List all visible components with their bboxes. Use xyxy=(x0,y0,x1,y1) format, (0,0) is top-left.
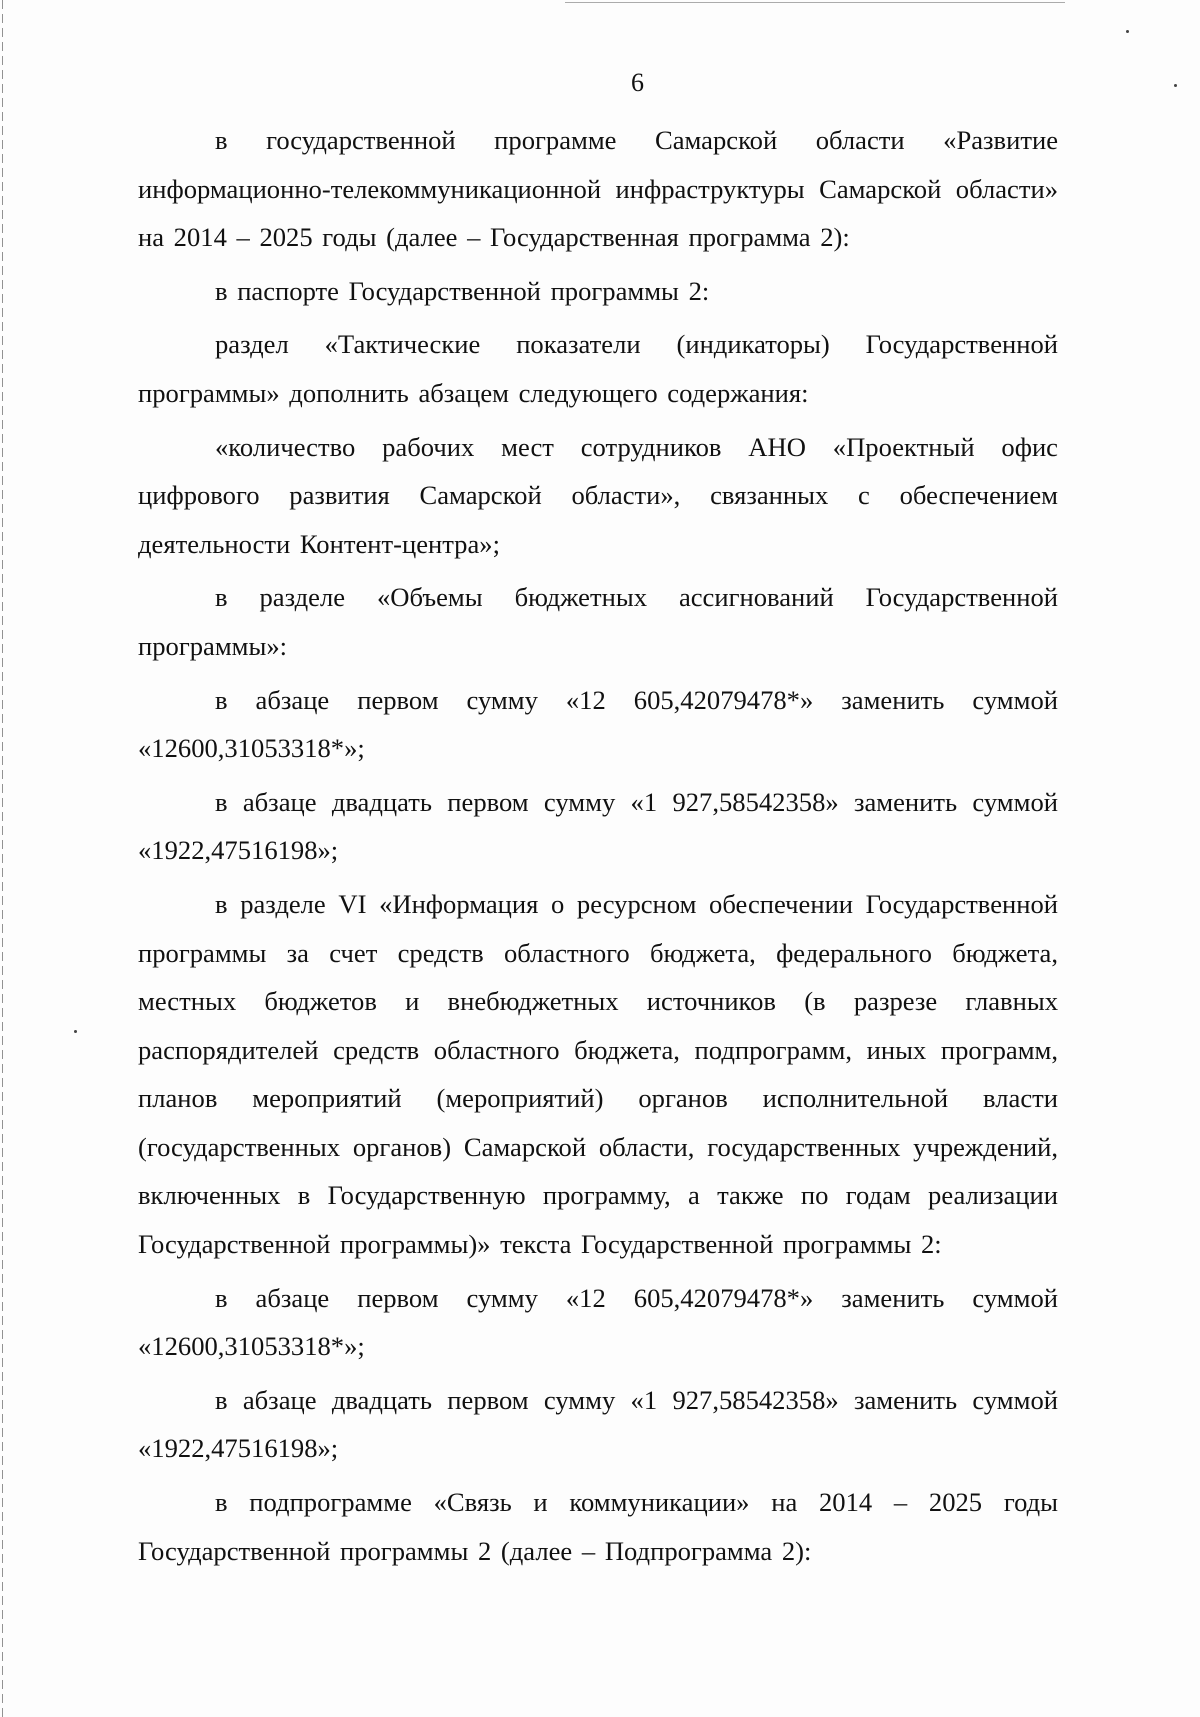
page-number: 6 xyxy=(631,68,644,97)
paragraph: «количество рабочих мест сотрудников АНО «Проектный офис цифрового развития Самарской области», связанных с обеспечением деятельности Контент-центра»; xyxy=(138,431,1058,559)
paragraph: в абзаце двадцать первом сумму «1 927,58542358» заменить суммой «1922,47516198»; xyxy=(138,1384,1058,1464)
paragraph: в разделе VI «Информация о ресурсном обеспечении Государственной программы за счет средств областного бюджета, федерального бюджета, местных бюджетов и внебюджетных источников (в разрезе главных распорядителей средств областного бюджета, подпрограмм, иных программ, планов мероприятий (мероприятий) органов исполнительной власти (государственных органов) Самарской области, государственных учреждений, включенных в Государственную программу, а также по годам реализации Государственной программы)» текста Государственной программы 2: xyxy=(138,888,1058,1260)
paragraph: в абзаце первом сумму «12 605,42079478*» заменить суммой «12600,31053318*»; xyxy=(138,684,1058,764)
paragraph: в государственной программе Самарской области «Развитие информационно-телекоммуникационной инфраструктуры Самарской области» на 2014 – 2025 годы (далее – Государственная программа 2): xyxy=(138,125,1058,253)
scan-speck xyxy=(74,1030,77,1033)
scan-speck xyxy=(1126,30,1129,33)
paragraph: в абзаце первом сумму «12 605,42079478*» заменить суммой «12600,31053318*»; xyxy=(138,1282,1058,1362)
paragraph: раздел «Тактические показатели (индикаторы) Государственной программы» дополнить абзацем следующего содержания: xyxy=(138,329,1058,408)
scan-edge-left xyxy=(2,0,3,1717)
document-body xyxy=(138,116,1058,1575)
paragraph: в паспорте Государственной программы 2: xyxy=(215,275,710,306)
scan-edge-top xyxy=(565,2,1065,3)
paragraph: в разделе «Объемы бюджетных ассигнований Государственной программы»: xyxy=(138,582,1058,661)
paragraph: в подпрограмме «Связь и коммуникации» на 2014 – 2025 годы Государственной программы 2 (далее – Подпрограмма 2): xyxy=(138,1487,1058,1566)
paragraph: в абзаце двадцать первом сумму «1 927,58542358» заменить суммой «1922,47516198»; xyxy=(138,786,1058,866)
